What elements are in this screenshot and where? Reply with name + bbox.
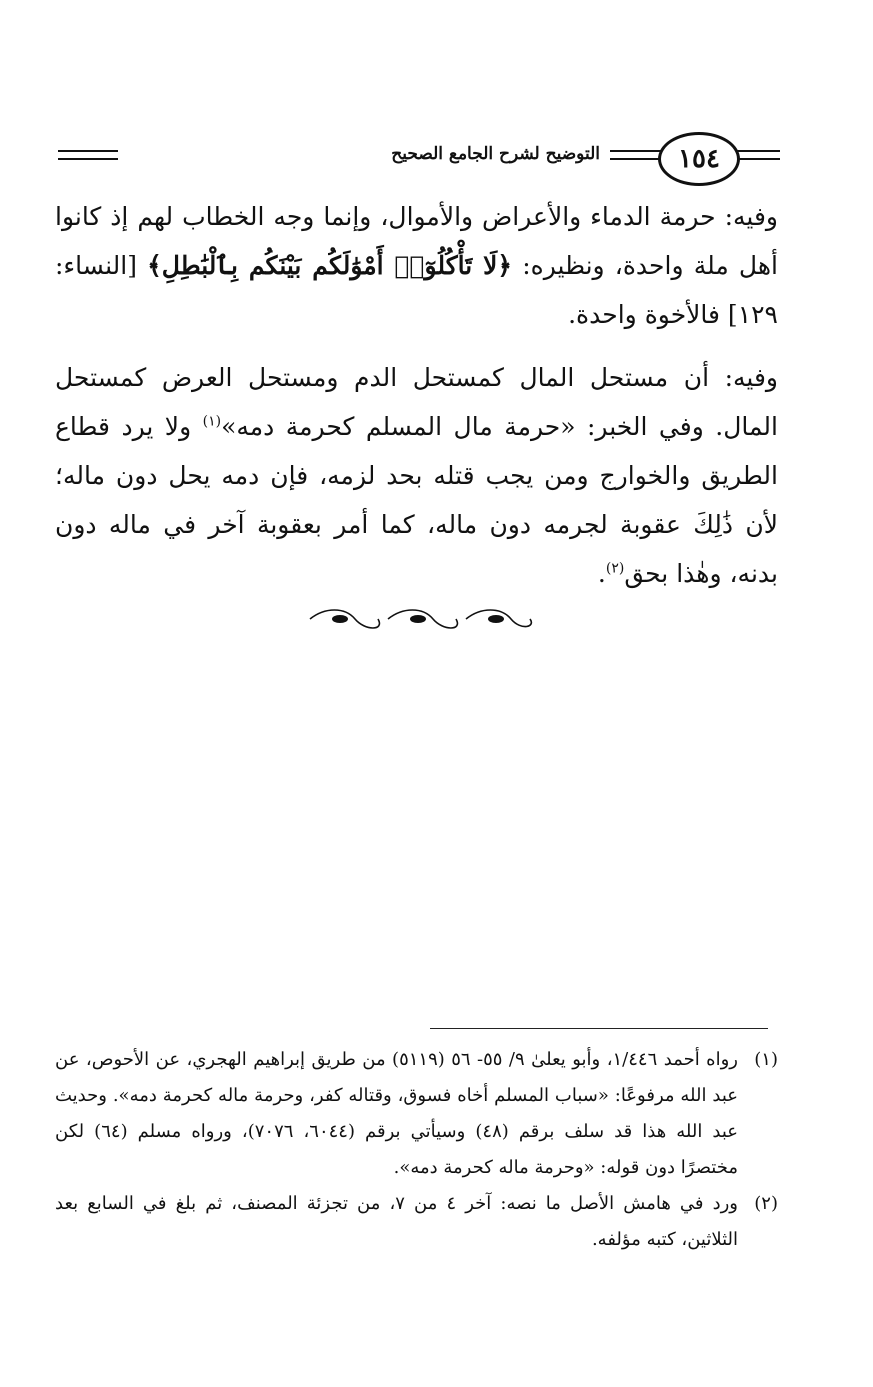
p2-text-a: وفيه: أن مستحل المال كمستحل الدم ومستحل العرض كمستحل المال. وفي الخبر: «حرمة مال المسلم كحرمة دمه» [55, 363, 778, 441]
p1-line2: إذ كانوا أهل ملة واحدة، ونظيره: [55, 202, 778, 280]
footnote-1 [55, 1042, 778, 1186]
paragraph-2 [55, 353, 778, 598]
quran-quote: ﴿لَا تَأْكُلُوٓا۟ أَمْوَٰلَكُم بَيْنَكُم بِٱلْبَٰطِلِ﴾ [147, 251, 513, 280]
footnote-ref-2[interactable]: (٢) [605, 560, 625, 577]
page-number [658, 132, 740, 186]
footnote-number: (١) [754, 1049, 778, 1070]
header-rule-left-short [58, 150, 118, 160]
p1-line3: [النساء: ١٢٩] فالأخوة واحدة. [55, 251, 778, 329]
p2-end: . [597, 559, 606, 588]
page-header [58, 132, 780, 182]
footnote-text: ورد في هامش الأصل ما نصه: آخر ٤ من ٧، من تجزئة المصنف، ثم بلغ في السابع بعد الثلاثين، كتبه مؤلفه. [55, 1193, 738, 1250]
footnote-text: رواه أحمد ١/٤٤٦، وأبو يعلىٰ ٩/ ٥٥- ٥٦ (٥١١٩) من طريق إبراهيم الهجري، عن الأحوص، عن عبد الله مرفوعًا: «سباب المسلم أخاه فسوق، وقتاله كفر، وحرمة ماله كحرمة دمه». وحديث عبد الله هذا قد سلف برقم (٤٨) وسيأتي برقم (٦٠٤٤، ٧٠٧٦)، ورواه مسلم (٦٤) لكن مختصرًا دون قوله: «وحرمة ماله كحرمة دمه». [55, 1049, 739, 1178]
footnote-ref-1[interactable]: (١) [202, 413, 222, 430]
p1-line1: وفيه: حرمة الدماء والأعراض والأموال، وإنما وجه الخطاب لهم [137, 202, 778, 231]
footnotes [55, 1042, 778, 1258]
p2-text-b: ولا يرد قطاع الطريق والخوارج ومن يجب قتله بحد لزمه، فإن دمه يحل دون ماله؛ لأن ذَٰلِكَ عقوبة لجرمه دون ماله، كما أمر بعقوبة آخر في ماله دون بدنه، وهٰذا بحق [55, 412, 778, 588]
footnote-2 [55, 1186, 778, 1258]
page-number-text: ١٥٤ [678, 144, 720, 174]
ornament-divider-icon [300, 605, 540, 633]
footnote-separator [430, 1028, 768, 1029]
header-rule-right [736, 150, 780, 160]
footnote-number: (٢) [754, 1193, 778, 1214]
main-text [55, 192, 778, 612]
paragraph-1 [55, 192, 778, 339]
running-title: التوضيح لشرح الجامع الصحيح [381, 144, 610, 164]
